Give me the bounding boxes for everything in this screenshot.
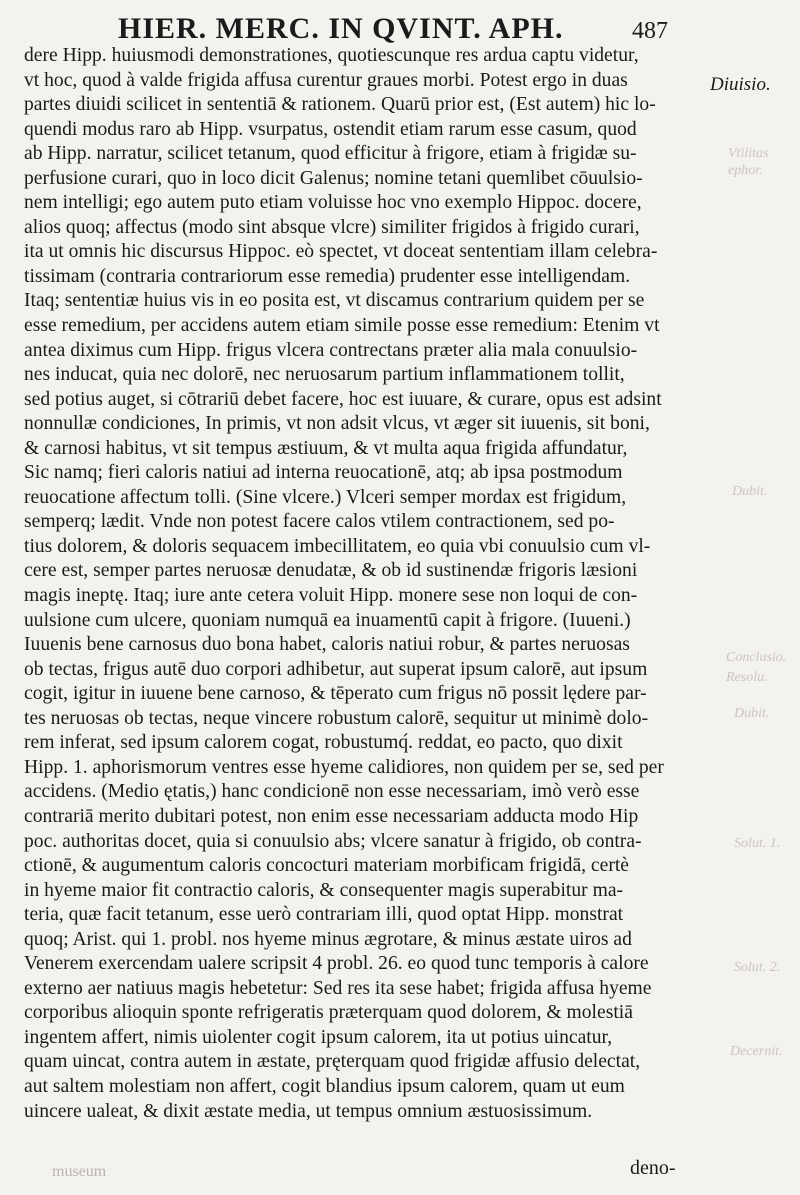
text-line: ctionē, & augumentum caloris concocturi materiam morbificam frigidā, certè — [24, 855, 629, 877]
text-line: & carnosi habitus, vt sit tempus æstiuum, & vt multa aqua frigida affundatur, — [24, 437, 628, 459]
text-line: rem inferat, sed ipsum calorem cogat, robustumq́. reddat, eo pacto, quo dixit — [24, 732, 623, 754]
text-line: antea diximus cum Hipp. frigus vlcera contrectans præter alia mala conuulsio- — [24, 339, 638, 361]
catchword: deno- — [630, 1157, 676, 1179]
bleed-through-text: museum — [52, 1163, 107, 1180]
text-line: quam uincat, contra autem in æstate, pręterquam quod frigidæ affusio delectat, — [24, 1051, 641, 1073]
text-line: perfusione curari, quo in loco dicit Galenus; nomine tetani quemlibet cōuulsio- — [24, 167, 643, 189]
text-line: quoq; Arist. qui 1. probl. nos hyeme minus ægrotare, & minus æstate uiros ad — [24, 928, 632, 950]
text-line: teria, quæ facit tetanum, esse uerò contrariam illi, quod optat Hipp. monstrat — [24, 904, 624, 926]
text-line: corporibus alioquin sponte refrigeratis præterquam quod dolorem, & molestiā — [24, 1002, 633, 1024]
text-line: aut saltem molestiam non affert, cogit blandius ipsum calorem, quam ut eum — [24, 1075, 625, 1097]
text-line: ab Hipp. narratur, scilicet tetanum, quod efficitur à frigore, etiam à frigidæ su- — [24, 143, 637, 165]
text-line: Itaq; sententiæ huius vis in eo posita est, vt discamus contrarium quidem per se — [24, 290, 645, 312]
text-line: tissimam (contraria contrariorum esse remedia) prudenter esse intelligendam. — [24, 265, 631, 287]
text-line: externo aer natiuus magis hebetetur: Sed res ita sese habet; frigida affusa hyeme — [24, 977, 652, 999]
text-line: Sic namq; fieri caloris natiui ad interna reuocationē, atq; ab ipsa postmodum — [24, 462, 623, 484]
text-line: Iuuenis bene carnosus duo bona habet, caloris natiui robur, & partes neruosas — [24, 634, 630, 656]
text-line: accidens. (Medio ętatis,) hanc condicionē non esse necessariam, imò verò esse — [24, 781, 640, 803]
margin-notes — [708, 0, 800, 1195]
text-line: nonnullæ condiciones, In primis, vt non adsit vlcus, vt æger sit iuuenis, sit boni, — [24, 413, 650, 435]
margin-note: Decernit. — [730, 1044, 783, 1059]
text-line: esse remedium, per accidens autem etiam simile posse esse remedium: Etenim vt — [24, 315, 660, 337]
margin-note: Solut. 1. — [734, 836, 781, 851]
text-line: uulsione cum ulcere, quoniam numquā ea inuamentū capit à frigore. (Iuueni.) — [24, 609, 631, 631]
text-line: reuocatione affectum tolli. (Sine vlcere.) Vlceri semper mordax est frigidum, — [24, 486, 627, 508]
text-line: cere est, semper partes neruosæ denudatæ, & ob id sustinendæ frigoris læsioni — [24, 560, 638, 582]
text-line: tes neruosas ob tectas, neque vincere robustum calorē, sequitur ut minimè dolo- — [24, 707, 649, 729]
margin-note: Diuisio. — [710, 74, 771, 95]
text-line: poc. authoritas docet, quia si conuulsio abs; vlcere sanatur à frigido, ob contra- — [24, 830, 642, 852]
margin-note: Dubit. — [732, 484, 768, 499]
text-line: nes inducat, quia nec dolorē, nec neruosarum partium inflammationem tollit, — [24, 364, 625, 386]
text-line: semperq; lædit. Vnde non potest facere calos vtilem contractionem, sed po- — [24, 511, 615, 533]
text-line: uincere ualeat, & dixit æstate media, ut tempus omnium æstuosissimum. — [24, 1100, 593, 1122]
page-number: 487 — [632, 18, 668, 44]
text-line: tius dolorem, & doloris sequacem imbecillitatem, eo quia vbi conuulsio cum vl- — [24, 535, 651, 557]
text-line: quendi modus raro ab Hipp. vsurpatus, ostendit etiam rarum esse casum, quod — [24, 118, 637, 140]
text-line: sed potius auget, si cōtrariū debet facere, hoc est iuuare, & curare, opus est adsint — [24, 388, 662, 410]
text-line: Hipp. 1. aphorismorum ventres esse hyeme calidiores, non quidem per se, sed per — [24, 756, 664, 778]
text-line: magis ineptę. Itaq; iure ante cetera voluit Hipp. monere sese non loqui de con- — [24, 585, 638, 607]
text-line: partes diuidi scilicet in sententiā & rationem. Quarū prior est, (Est autem) hic lo- — [24, 94, 656, 116]
text-line: nem intelligi; ego autem puto etiam voluisse hoc vno exemplo Hippoc. docere, — [24, 192, 642, 214]
margin-note: Dubit. — [734, 706, 770, 721]
text-line: in hyeme maior fit contractio caloris, & consequenter magis superabitur ma- — [24, 879, 624, 901]
margin-note: Resolu. — [726, 670, 768, 685]
text-line: cogit, igitur in iuuene bene carnoso, & tēperato cum frigus nō possit lędere par- — [24, 683, 647, 705]
text-line: dere Hipp. huiusmodi demonstrationes, quotiescunque res ardua captu videtur, — [24, 45, 639, 66]
text-line: ita ut omnis hic discursus Hippoc. eò spectet, vt doceat sententiam illam celebra- — [24, 241, 658, 263]
margin-note: Vtilitas — [728, 146, 769, 161]
margin-note: ephor. — [728, 163, 763, 178]
running-title: HIER. MERC. IN QVINT. APH. — [118, 12, 564, 45]
margin-note: Solut. 2. — [734, 960, 781, 975]
text-line: vt hoc, quod à valde frigida affusa curentur graues morbi. Potest ergo in duas — [24, 69, 628, 91]
text-line: contrariā merito dubitari potest, non enim esse necessariam adducta modo Hip — [24, 805, 639, 827]
text-line: ingentem affert, nimis uiolenter cogit ipsum calorem, ita ut potius uincatur, — [24, 1026, 613, 1048]
text-line: Venerem exercendam ualere scripsit 4 probl. 26. eo quod tunc temporis à calore — [24, 953, 649, 975]
text-line: alios quoq; affectus (modo sint absque vlcre) similiter frigidos à frigido curari, — [24, 216, 640, 238]
margin-note: Conclusio. — [726, 650, 787, 665]
text-line: ob tectas, frigus autē duo corpori adhibetur, aut superat ipsum calorē, aut ipsum — [24, 658, 648, 680]
body-text — [24, 44, 708, 1124]
